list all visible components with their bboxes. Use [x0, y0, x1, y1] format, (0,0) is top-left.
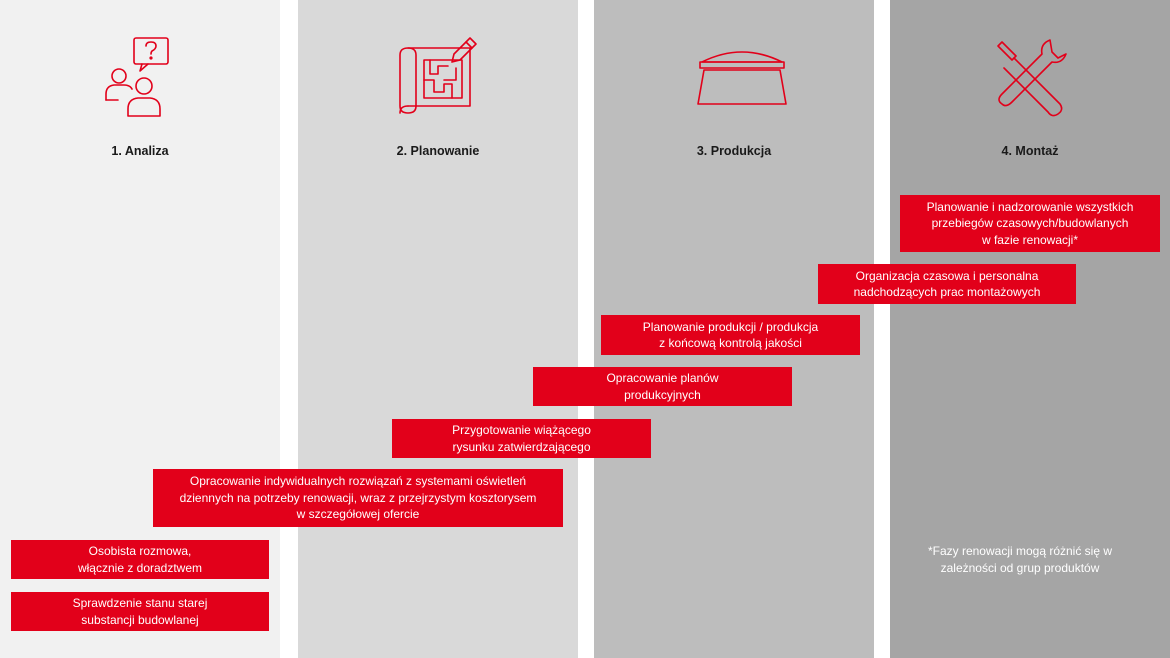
- phase-title: 3. Produkcja: [696, 144, 772, 158]
- task-bar: Opracowanie planów produkcyjnych: [533, 367, 792, 406]
- screwdriver-wrench-icon: [988, 34, 1072, 118]
- task-bar: Planowanie produkcji / produkcja z końcową kontrolą jakości: [601, 315, 860, 355]
- phase-column-planowanie: [298, 0, 578, 658]
- task-bar: Sprawdzenie stanu starej substancji budowlanej: [11, 592, 269, 631]
- task-bar: Przygotowanie wiążącego rysunku zatwierdzającego: [392, 419, 651, 458]
- blueprint-pencil-icon: [396, 34, 480, 118]
- skylight-dome-icon: [692, 34, 776, 118]
- task-bar: Planowanie i nadzorowanie wszystkich przebiegów czasowych/budowlanych w fazie renowacji*: [900, 195, 1160, 252]
- phase-title: 4. Montaż: [1001, 144, 1059, 158]
- task-bar: Opracowanie indywidualnych rozwiązań z systemami oświetleń dziennych na potrzeby renowacji, wraz z przejrzystym kosztorysem w szczegółowej ofercie: [153, 469, 563, 527]
- task-bar: Osobista rozmowa, włącznie z doradztwem: [11, 540, 269, 579]
- phase-title: 1. Analiza: [111, 144, 169, 158]
- footnote: *Fazy renowacji mogą różnić się w zależności od grup produktów: [927, 544, 1113, 575]
- task-bar: Organizacja czasowa i personalna nadchodzących prac montażowych: [818, 264, 1076, 304]
- consultation-question-icon: [98, 34, 182, 118]
- phase-title: 2. Planowanie: [396, 144, 480, 158]
